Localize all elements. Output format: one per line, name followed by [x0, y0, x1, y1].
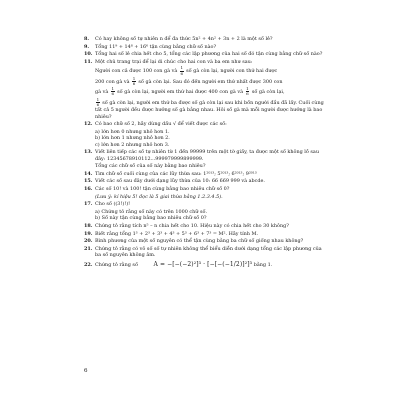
fraction-numerator: 1	[132, 75, 136, 81]
exercise-13	[84, 149, 324, 162]
text-segment: số gà còn lại, người con thứ hai được	[186, 68, 278, 75]
fraction-numerator: 1	[180, 65, 183, 71]
fraction-numerator: 1	[246, 86, 249, 92]
fraction-numerator: 1	[96, 96, 100, 102]
exercise-number: 12.	[84, 121, 93, 127]
text-segment: số gà còn lại, người em thứ ba được số gà còn lại sau khi bốn người đầu đã lấy. Cuối cùng tất cả 5 người đều được hưởng số gà bằng nhau. Hỏi số gà mà mỗi người được hưởng là bao nhiêu?	[95, 99, 324, 120]
text-segment: số gà còn lại, người em thứ hai được 400 con gà và	[117, 89, 243, 96]
exercise-number: 19.	[84, 230, 93, 237]
text-segment: Người con cả được 100 con gà và	[95, 68, 178, 75]
text-segment: bằng 1.	[253, 261, 273, 268]
fraction-denominator: 6	[246, 91, 249, 97]
exercise-text	[95, 262, 324, 269]
exercise-text: Viết các số sau đây dưới dạng lũy thừa của 10: 66 669 999 và abcde.	[95, 178, 265, 185]
option: b) lớn hơn 1 nhưng nhỏ hơn 2.	[95, 135, 170, 142]
exercise-text: Bình phương của một số nguyên có thể tận cùng bằng ba chữ số giống nhau không?	[95, 238, 304, 245]
exercise-text: Các số 10! và 100! tận cùng bằng bao nhiêu chữ số 0?	[95, 186, 230, 193]
exercise-8	[84, 36, 324, 43]
fraction-denominator: 6	[96, 101, 100, 107]
exercise-text: Có hay không số tự nhiên n để đa thức 5n² + 4n² + 3n + 2 là một số lẻ?	[95, 36, 273, 42]
text-segment: 200 con gà và	[95, 78, 130, 85]
page-number: 6	[84, 368, 88, 374]
fraction	[180, 66, 184, 75]
exercise-22	[84, 262, 324, 269]
fraction	[132, 77, 136, 86]
exercise-number: 9.	[84, 43, 90, 50]
formula: A = −[−(−2)²]³ · [−[−(−1/2)]²]³	[153, 260, 253, 268]
exercise-number: 11.	[84, 58, 93, 65]
exercise-17	[84, 201, 324, 208]
option: b) Số này tận cùng bằng bao nhiêu chữ số 0?	[95, 215, 207, 222]
exercise-number: 15.	[84, 178, 93, 185]
exercise-20	[84, 238, 324, 245]
exercise-21	[84, 246, 324, 259]
fraction-denominator: 6	[111, 91, 114, 97]
exercise-14	[84, 171, 324, 178]
fraction-denominator: 6	[180, 70, 183, 76]
exercise-9	[84, 44, 324, 51]
exercise-text: Một chủ trang trại để lại di chúc cho hai con và ba em như sau:	[95, 58, 253, 65]
exercise-text: Tổng hai số lẻ chia hết cho 5, tổng các lập phương của hai số đó tận cùng bằng chữ số nào?	[95, 51, 323, 58]
exercise-text: Chứng tỏ rằng có vô số số tự nhiên không thể biểu diễn dưới dạng tổng các lập phương của ba số nguyên không âm.	[95, 245, 322, 259]
exercise-text: Tìm chữ số cuối cùng của các lũy thừa sau: 1²⁰¹³; 5²⁰¹³; 6²⁰¹³; 9²⁰¹³	[95, 170, 257, 177]
exercise-list	[84, 36, 324, 269]
exercise-text: Cho số ((3!)!)!	[95, 201, 131, 208]
exercise-number: 17.	[84, 201, 93, 208]
exercise-18	[84, 223, 324, 230]
exercise-number: 8.	[84, 36, 90, 42]
exercise-11-paragraph	[95, 87, 324, 96]
exercise-10	[84, 51, 324, 58]
exercise-16	[84, 186, 324, 193]
fraction	[111, 87, 115, 96]
text-segment: số gà còn lại,	[251, 89, 285, 96]
exercise-text: Có bao chữ số 2, hãy dùng dấu √ để viết được các số:	[95, 121, 227, 127]
exercise-number: 14.	[84, 170, 93, 177]
exercise-text: Chứng tỏ rằng tích n⁵ – n chia hết cho 10. Hiệu này có chia hết cho 30 không?	[95, 222, 289, 229]
exercise-11-paragraph	[95, 77, 324, 86]
text-segment: Chứng tỏ rằng số	[95, 261, 138, 268]
text-segment: số gà còn lại. Sau đó đến người em thứ nhất được 300 con	[138, 78, 283, 85]
fraction	[96, 98, 100, 107]
exercise-number: 10.	[84, 51, 93, 58]
fraction-numerator: 1	[111, 86, 114, 92]
text-segment: gà và	[95, 89, 109, 96]
option: a) lớn hơn 0 nhưng nhỏ hơn 1.	[95, 128, 170, 135]
exercise-number: 18.	[84, 222, 93, 229]
exercise-15	[84, 178, 324, 185]
exercise-number: 21.	[84, 245, 93, 252]
option: a) Chứng tỏ rằng số này có trên 1000 chữ số.	[95, 208, 208, 215]
exercise-11-paragraph	[95, 66, 324, 75]
exercise-12	[84, 121, 324, 128]
exercise-number: 20.	[84, 238, 93, 245]
exercise-number: 13.	[84, 149, 93, 156]
exercise-text: Tổng 11⁹ + 14⁸ + 16⁶ tận cùng bằng chữ số nào?	[95, 43, 217, 50]
exercise-number: 22.	[84, 261, 93, 268]
exercise-16-hint: (Lưu ý: kí hiệu 5! đọc là 5 giai thừa bằng 1.2.3.4.5).	[95, 193, 223, 200]
fraction-denominator: 6	[132, 80, 136, 86]
exercise-number: 16.	[84, 186, 93, 193]
exercise-11-paragraph	[95, 98, 324, 120]
exercise-text: Biết rằng tổng 1³ + 2³ + 3³ + 4³ + 5³ + 6³ + 7³ = M². Hãy tính M.	[95, 230, 259, 237]
exercise-19	[84, 231, 324, 238]
option: c) lớn hơn 2 nhưng nhỏ hơn 3.	[95, 141, 170, 148]
exercise-11	[84, 59, 324, 66]
fraction	[246, 87, 250, 96]
exercise-text: Viết liên tiếp các số tự nhiên từ 1 đến 99999 trên một tờ giấy, ta được một số không lồ sau đây: 12345678910112...999979999899999.	[95, 149, 319, 162]
exercise-13-question: Tổng các chữ số của số này bằng bao nhiêu?	[95, 163, 206, 170]
